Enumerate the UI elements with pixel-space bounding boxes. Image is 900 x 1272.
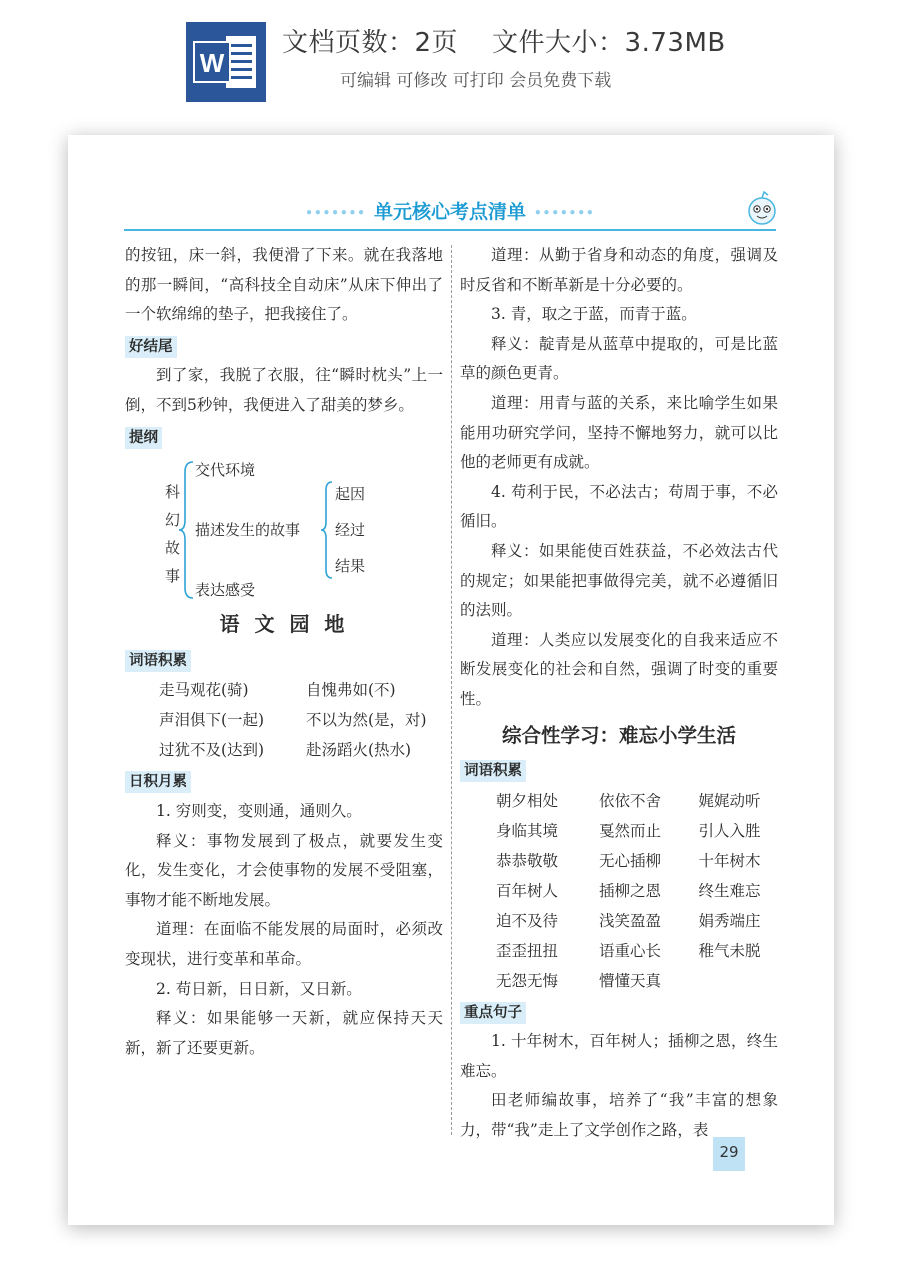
word-document-icon [186,22,266,102]
page-count-label: 文档页数：2页 [282,28,459,58]
vocab-item: 娟秀端庄 [698,911,761,930]
outline-brace-icon [179,460,195,600]
header-rule [124,229,776,231]
vocab-item: 无心插柳 [598,851,661,870]
vocab-item: 走马观花(骑) [159,681,249,700]
vocab-item: 懵懂天真 [598,971,661,990]
vocab-table [460,786,778,996]
section-title-garden: 语 文 园 地 [219,612,349,637]
daily-item: 释义：如果能够一天新，就应保持天天新，新了还要更新。 [125,1009,443,1057]
outline-diagram [125,452,443,602]
vocab-item: 恭恭敬敬 [496,851,559,870]
vocab-item: 声泪俱下(一起) [159,711,265,730]
vocab-row [460,906,778,936]
banner-subtitle: 可编辑 可修改 可打印 会员免费下载 [340,71,612,91]
section-tag-daily: 日积月累 [125,771,191,793]
file-size-label: 文件大小：3.73MB [492,28,726,58]
vocab-item: 十年树木 [698,851,761,870]
outline-sub-3: 结果 [335,557,366,576]
daily-item: 释义：事物发展到了极点，就要发生变化，发生变化，才会使事物的发展不受阻塞，事物才能不断地发展。 [125,831,443,909]
vocab-item: 过犹不及(达到) [159,741,265,760]
dots-decoration: ••••••• [534,205,595,220]
vocab-item [678,966,778,996]
section-tag-outline: 提纲 [125,427,162,449]
vocab-row [460,816,778,846]
banner-title [282,22,726,59]
vocab-item: 娓娓动听 [698,791,761,810]
vocab-row [460,936,778,966]
proverb-paragraph: 道理：从勤于省身和动态的角度，强调及时反省和不断革新是十分必要的。 [460,246,778,294]
vocab-table [125,675,443,765]
right-column [460,241,778,1146]
vocab-item: 终生难忘 [698,881,761,900]
outline-sub-2: 经过 [335,521,366,540]
outline-root: 科 幻 故 事 [165,483,181,586]
vocab-item: 不以为然(是，对) [306,711,427,730]
vocab-row [125,735,443,765]
vocab-item: 浅笑盈盈 [598,911,661,930]
vocab-row [125,675,443,705]
vocab-item: 朝夕相处 [496,791,559,810]
proverb-paragraph: 道理：用青与蓝的关系，来比喻学生如果能用功研究学问，坚持不懈地努力，就可以比他的老师更有成就。 [460,393,778,472]
section-tag-ending: 好结尾 [125,336,177,358]
section-tag-vocab: 词语积累 [125,650,191,672]
vocab-item: 戛然而止 [598,821,661,840]
document-page [68,135,834,1225]
page-header [124,193,776,233]
daily-item: 1. 穷则变，变则通，通则久。 [156,801,362,820]
vocab-row [125,705,443,735]
header-title: ••••••• 单元核心考点清单 ••••••• [305,201,595,223]
vocab-item: 无怨无悔 [496,971,559,990]
vocab-row [460,786,778,816]
left-column [125,241,443,1063]
column-divider [451,245,452,1135]
mascot-icon [744,189,780,227]
proverb-paragraph: 道理：人类应以发展变化的自我来适应不断发展变化的社会和自然，强调了时变的重要性。 [460,630,778,708]
outline-sub-brace-icon [321,480,333,580]
daily-item: 道理：在面临不能发展的局面时，必须改变现状，进行变革和革命。 [125,920,443,968]
outline-sub-1: 起因 [335,485,366,504]
vocab-item: 自愧弗如(不) [306,681,396,700]
daily-item: 2. 苟日新，日日新，又日新。 [156,979,362,998]
key-sentence: 1. 十年树木，百年树人；插柳之恩，终生难忘。 [460,1032,778,1080]
dots-decoration: ••••••• [305,205,366,220]
section-tag-vocab: 词语积累 [460,760,526,782]
download-banner [0,0,900,120]
vocab-item: 语重心长 [598,941,661,960]
vocab-item: 歪歪扭扭 [496,941,559,960]
vocab-item: 迫不及待 [496,911,559,930]
vocab-item: 引人入胜 [698,821,761,840]
vocab-item: 百年树人 [496,881,559,900]
vocab-item: 插柳之恩 [598,881,661,900]
vocab-item: 稚气未脱 [698,941,761,960]
intro-paragraph: 的按钮，床一斜，我便滑了下来。就在我落地的那一瞬间，“高科技全自动床”从床下伸出了一个软绵绵的垫子，把我接住了。 [125,246,443,324]
vocab-item: 身临其境 [496,821,559,840]
proverb-paragraph: 释义：靛青是从蓝草中提取的，可是比蓝草的颜色更青。 [460,334,778,383]
key-sentence: 田老师编故事，培养了“我”丰富的想象力，带“我”走上了文学创作之路，表 [460,1091,778,1140]
outline-branch-3: 表达感受 [195,581,256,600]
proverb-paragraph: 4. 苟利于民，不必法古；苟周于事，不必循旧。 [460,482,778,531]
page-number: 29 [713,1137,745,1171]
svg-text:W: W [199,48,225,78]
proverb-paragraph: 释义：如果能使百姓获益，不必效法古代的规定；如果能把事做得完美，就不必遵循旧的法则。 [460,541,778,620]
section-tag-key: 重点句子 [460,1002,526,1024]
vocab-item: 赴汤蹈火(热水) [306,741,412,760]
section-title-study: 综合性学习：难忘小学生活 [501,723,736,747]
outline-branch-1: 交代环境 [195,461,256,480]
vocab-item: 依依不舍 [598,791,661,810]
vocab-row [460,876,778,906]
vocab-row [460,966,778,996]
proverb-paragraph: 3. 青，取之于蓝，而青于蓝。 [491,305,697,324]
ending-paragraph: 到了家，我脱了衣服，往“瞬时枕头”上一倒，不到5秒钟，我便进入了甜美的梦乡。 [125,366,443,414]
vocab-row [460,846,778,876]
outline-branch-2: 描述发生的故事 [195,521,301,540]
